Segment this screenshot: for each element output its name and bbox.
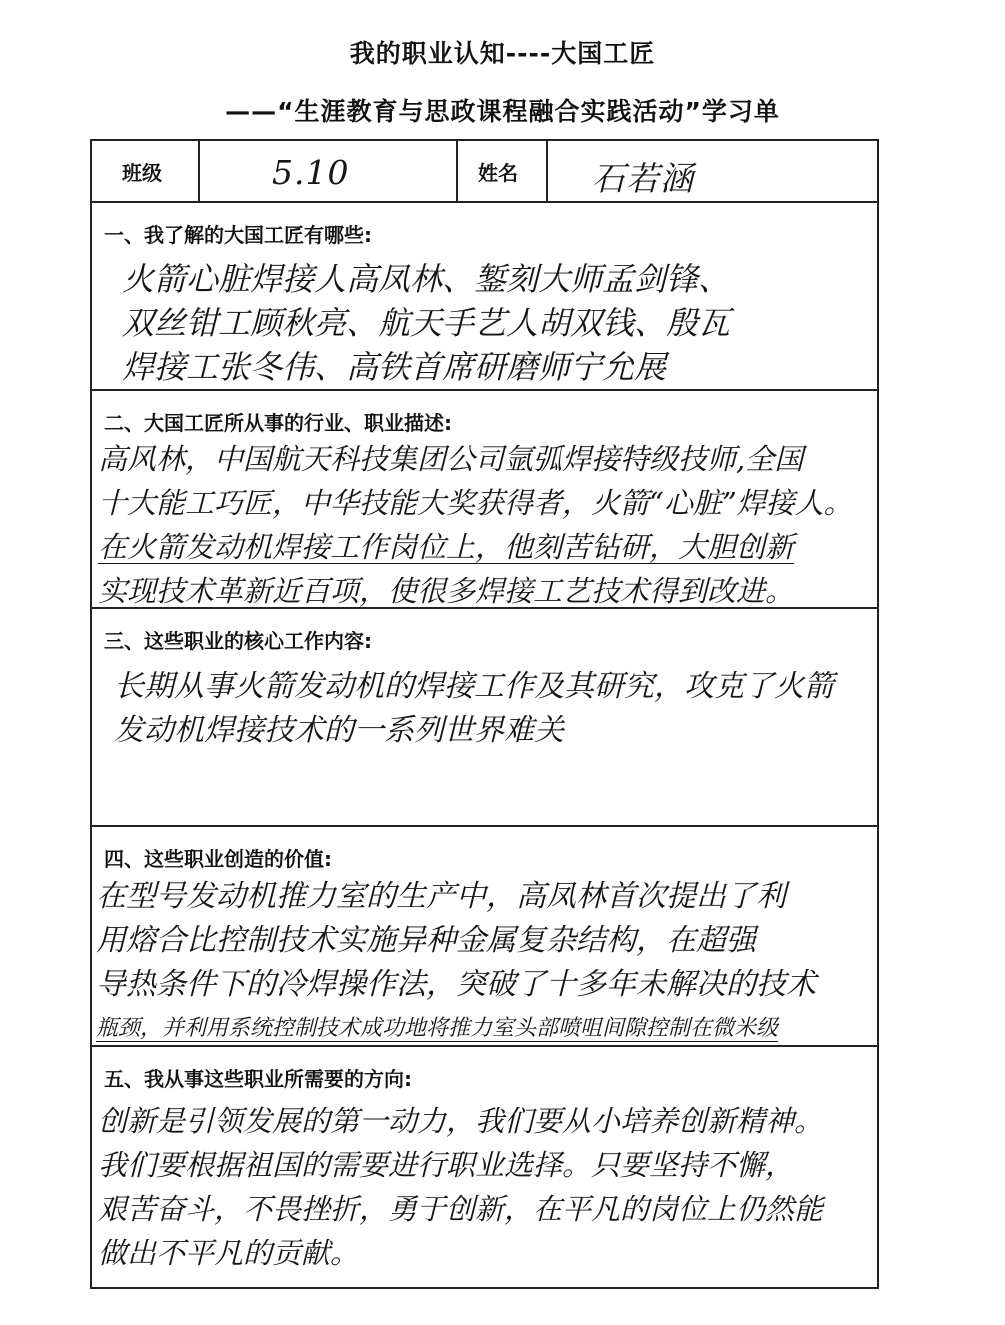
name-label: 姓名 <box>478 161 518 185</box>
section-career-direction <box>92 1045 877 1287</box>
section-core-work <box>92 607 877 825</box>
name-value: 石若涵 <box>592 159 694 198</box>
class-label: 班级 <box>122 161 162 185</box>
section-title: 二、大国工匠所从事的行业、职业描述: <box>104 411 452 435</box>
answer-line: 创新是引领发展的第一动力，我们要从小培养创新精神。 <box>98 1104 824 1138</box>
answer-line: 在火箭发动机焊接工作岗位上，他刻苦钻研，大胆创新 <box>98 530 795 564</box>
class-value: 5.10 <box>272 153 350 192</box>
answer-line: 长期从事火箭发动机的焊接工作及其研究，攻克了火箭 <box>114 669 834 704</box>
cell-divider <box>546 141 548 203</box>
cell-divider <box>198 141 200 203</box>
section-industry-description <box>92 389 877 607</box>
section-answer <box>114 665 904 753</box>
answer-line: 高风林，中国航天科技集团公司氩弧焊接特级技师,全国 <box>98 442 804 476</box>
section-answer <box>98 1099 888 1275</box>
answer-line: 我们要根据祖国的需要进行职业选择。只要坚持不懈， <box>98 1148 795 1182</box>
worksheet-table <box>90 139 879 1289</box>
answer-line: 双丝钳工顾秋亮、航天手艺人胡双钱、殷瓦 <box>122 304 731 342</box>
cell-divider <box>456 141 458 203</box>
section-answer <box>96 875 886 1051</box>
section-title: 四、这些职业创造的价值: <box>104 847 332 871</box>
section-title: 一、我了解的大国工匠有哪些: <box>104 223 372 247</box>
answer-line: 用熔合比控制技术实施异种金属复杂结构，在超强 <box>96 923 756 958</box>
answer-line: 十大能工巧匠，中华技能大奖获得者，火箭“心脏”焊接人。 <box>98 486 853 520</box>
section-answer <box>98 437 888 613</box>
page-title: 我的职业认知----大国工匠 <box>349 39 656 68</box>
answer-line: 发动机焊接技术的一系列世界难关 <box>114 713 564 748</box>
answer-line: 火箭心脏焊接人高凤林、錾刻大师孟剑锋、 <box>122 260 731 298</box>
answer-line: 在型号发动机推力室的生产中，高凤林首次提出了利 <box>96 879 786 914</box>
answer-line: 实现技术革新近百项，使很多焊接工艺技术得到改进。 <box>98 574 795 608</box>
answer-line: 焊接工张冬伟、高铁首席研磨师宁允展 <box>122 348 667 386</box>
section-title: 五、我从事这些职业所需要的方向: <box>104 1067 412 1091</box>
info-row <box>92 141 877 203</box>
answer-line: 导热条件下的冷焊操作法，突破了十多年未解决的技术 <box>96 967 816 1002</box>
answer-line: 艰苦奋斗，不畏挫折，勇于创新，在平凡的岗位上仍然能 <box>98 1192 824 1226</box>
page-subtitle: ——“生涯教育与思政课程融合实践活动”学习单 <box>225 97 780 126</box>
section-title: 三、这些职业的核心工作内容: <box>104 629 372 653</box>
answer-line: 瓶颈，并利用系统控制技术成功地将推力室头部喷咀间隙控制在微米级 <box>96 1016 779 1041</box>
answer-line: 做出不平凡的贡献。 <box>98 1236 360 1270</box>
section-known-craftsmen <box>92 201 877 389</box>
section-value-created <box>92 825 877 1045</box>
section-answer <box>122 257 912 389</box>
